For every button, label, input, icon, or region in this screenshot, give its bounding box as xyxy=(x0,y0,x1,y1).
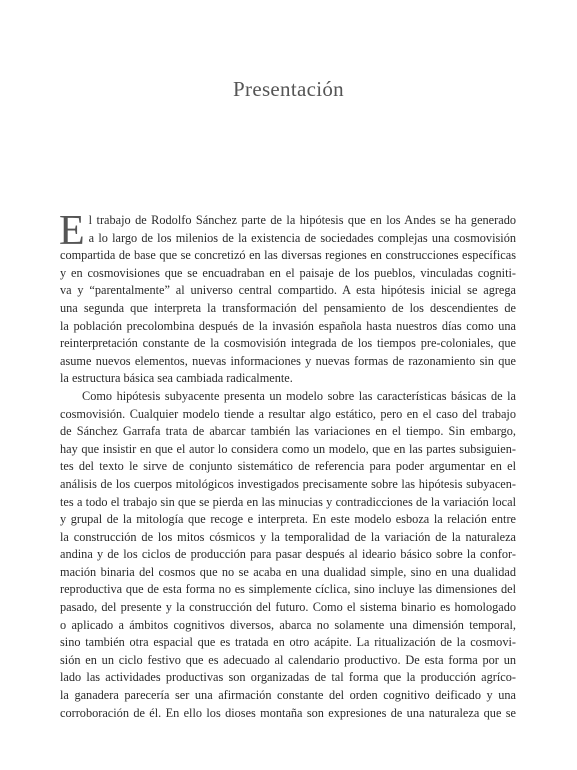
text-line: l trabajo de Rodolfo Sánchez parte de la hipótesis que en los Andes se ha generado xyxy=(88,213,516,227)
text-line: cosmovisión. Cualquier modelo tiende a resultar algo estático, pero en el caso del trabajo xyxy=(60,406,516,421)
text-line: sión en un ciclo festivo que es adecuado al calendario productivo. De esta forma por un xyxy=(60,652,516,667)
page-title: Presentación xyxy=(233,77,344,101)
text-line: tes a todo el trabajo sin que se pierda en las minucias y contradicciones de la variación local xyxy=(60,494,516,509)
text-line: una segunda que interpreta la transformación del pensamiento de los descendientes de xyxy=(60,300,516,315)
text-line: reinterpretación constante de la cosmovisión integrada de los tiempos pre-coloniales, que xyxy=(60,336,516,351)
text-line: Como hipótesis subyacente presenta un modelo sobre las características básicas de la xyxy=(82,388,516,403)
text-line: corroboración de él. En ello los dioses montaña son expresiones de una naturaleza que se xyxy=(60,705,516,720)
text-line: y grupal de la mitología que recoge e interpreta. En este modelo esboza la relación entre xyxy=(60,512,516,527)
body-text xyxy=(59,208,516,722)
text-line: la población precolombina después de la invasión española hasta nuestros días como una xyxy=(60,318,516,333)
text-line: de Sánchez Garrafa trata de abarcar también las variaciones en el tiempo. Sin embargo, xyxy=(60,424,516,439)
text-line: reproductiva que de esta forma no es simplemente cíclica, sino incluye las dimensiones del xyxy=(60,582,516,597)
text-line: la ganadera parecería ser una afirmación constante del orden cognitivo deificado y una xyxy=(60,688,516,703)
text-line: compartida de base que se concretizó en las diversas regiones en construcciones específicas xyxy=(60,248,516,263)
text-line: o aplicado a ámbitos cognitivos diversos, abarca no solamente una dimensión temporal, xyxy=(60,617,516,632)
text-line: mación binaria del cosmos que no se acaba en una dualidad simple, sino en una dualidad xyxy=(60,564,516,579)
text-line: asume nuevos elementos, nuevas informaciones y nuevas formas de razonamiento sin que xyxy=(60,353,516,368)
text-line: análisis de los cuerpos mitológicos investigados precisamente sobre las hipótesis subyacen- xyxy=(60,476,516,491)
drop-cap: E xyxy=(59,208,85,254)
text-line: andina y de los ciclos de producción para pasar después al ideario básico sobre la confor- xyxy=(60,547,516,562)
text-line: pasado, del presente y la construcción del futuro. Como el sistema binario es homologado xyxy=(60,600,516,615)
text-line: a lo largo de los milenios de la existencia de sociedades complejas una cosmovisión xyxy=(88,230,516,245)
text-line: la construcción de los mitos cósmicos y la temporalidad de la variación de la naturaleza xyxy=(60,529,516,544)
text-line: la estructura básica sea cambiada radicalmente. xyxy=(60,371,293,386)
text-line: tes del texto le sirve de conjunto sistemático de referencia para poder argumentar en el xyxy=(60,459,516,474)
text-line: lado las actividades productivas son organizadas de tal forma que la producción agríco- xyxy=(60,670,516,685)
text-line: sino también otra espacial que es tratada en otro acápite. La ritualización de la cosmovi- xyxy=(60,635,516,650)
text-line: y en cosmovisiones que se encuadraban en el paisaje de los pueblos, vinculadas cogniti- xyxy=(60,265,516,280)
text-line: hay que insistir en que el autor lo considera como un modelo, que en las partes subsiguien- xyxy=(60,441,516,456)
text-line: va y “parentalmente” al universo central compartido. A esta hipótesis inicial se agrega xyxy=(60,283,516,298)
